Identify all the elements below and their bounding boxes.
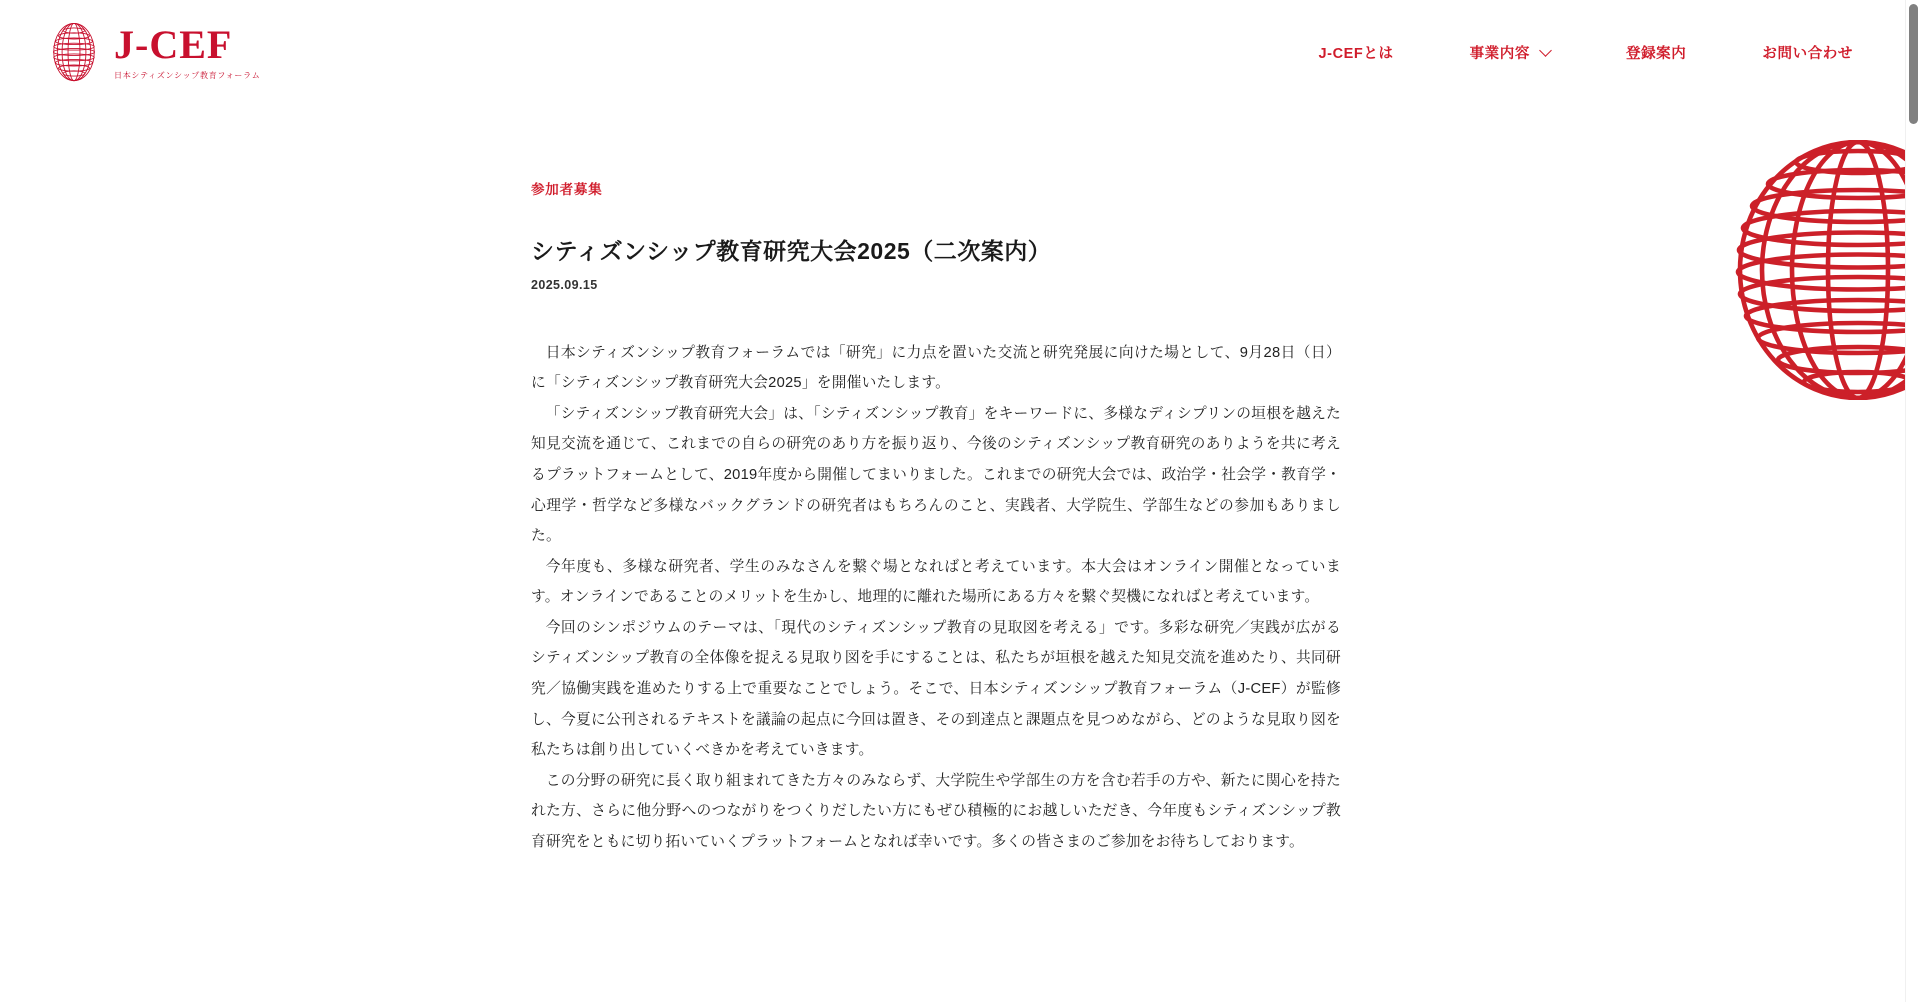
nav-item-contact[interactable] <box>1762 42 1853 63</box>
article-body <box>531 338 1341 858</box>
article-container <box>531 183 1341 858</box>
article-paragraph: 日本シティズンシップ教育フォーラムでは「研究」に力点を置いた交流と研究発展に向けた場として、9月28日（日）に「シティズンシップ教育研究大会2025」を開催いたします。 <box>531 344 1341 392</box>
article-paragraph: 今年度も、多様な研究者、学生のみなさんを繋ぐ場となればと考えています。本大会はオンライン開催となっています。オンラインであることのメリットを生かし、地理的に離れた場所にある方々を繋ぐ契機になればと考えています。 <box>531 558 1341 606</box>
nav-item-services[interactable] <box>1470 42 1550 63</box>
article-category-badge[interactable]: 参加者募集 <box>531 182 603 197</box>
brand-tagline: 日本シティズンシップ教育フォーラム <box>114 70 261 80</box>
article-paragraph: 「シティズンシップ教育研究大会」は、「シティズンシップ教育」をキーワードに、多様なディシプリンの垣根を越えた知見交流を通じて、これまでの自らの研究のあり方を振り返り、今後のシティズンシップ教育研究のありようを共に考えるプラットフォームとして、2019年度から開催してまいりました。これまでの研究大会では、政治学・社会学・教育学・心理学・哲学など多様なバックグランドの研究者はもちろんのこと、実践者、大学院生、学部生などの参加もありました。 <box>531 405 1341 545</box>
nav-item-services-label: 事業内容 <box>1469 45 1530 62</box>
jcef-sphere-logo-icon <box>44 21 104 83</box>
brand-logo-link[interactable] <box>44 21 260 83</box>
article-title: シティズンシップ教育研究大会2025（二次案内） <box>531 237 1052 264</box>
nav-item-registration[interactable] <box>1626 42 1686 63</box>
main-navigation <box>1318 42 1853 63</box>
article-paragraph: この分野の研究に長く取り組まれてきた方々のみならず、大学院生や学部生の方を含む若手の方や、新たに関心を持たれた方、さらに他分野へのつながりをつくりだしたい方にもぜひ積極的にお越しいただき、今年度もシティズンシップ教育研究をともに切り拓いていくプラットフォームとなれば幸いです。多くの皆さまのご参加をお待ちしております。 <box>531 772 1341 850</box>
page-scrollbar-thumb[interactable] <box>1909 4 1918 124</box>
page-scrollbar[interactable] <box>1905 0 1920 1002</box>
article-paragraph: 今回のシンポジウムのテーマは、「現代のシティズンシップ教育の見取図を考える」です。多彩な研究／実践が広がるシティズンシップ教育の全体像を捉える見取り図を手にすることは、私たちが垣根を越えた知見交流を進めたり、共同研究／協働実践を進めたりする上で重要なことでしょう。そこで、日本シティズンシップ教育フォーラム（J-CEF）が監修し、今夏に公刊されるテキストを議論の起点に今回は置き、その到達点と課題点を見つめながら、どのような見取り図を私たちは創り出していくべきかを考えていきます。 <box>531 619 1341 759</box>
nav-item-about-label: J-CEFとは <box>1318 45 1394 62</box>
nav-item-about[interactable] <box>1318 42 1393 63</box>
article-date: 2025.09.15 <box>531 277 598 292</box>
chevron-down-icon <box>1539 44 1552 57</box>
brand-text <box>114 21 261 80</box>
brand-title: J-CEF <box>114 21 233 67</box>
nav-item-contact-label: お問い合わせ <box>1762 45 1853 62</box>
nav-item-registration-label: 登録案内 <box>1625 45 1687 62</box>
site-header <box>0 0 1905 104</box>
